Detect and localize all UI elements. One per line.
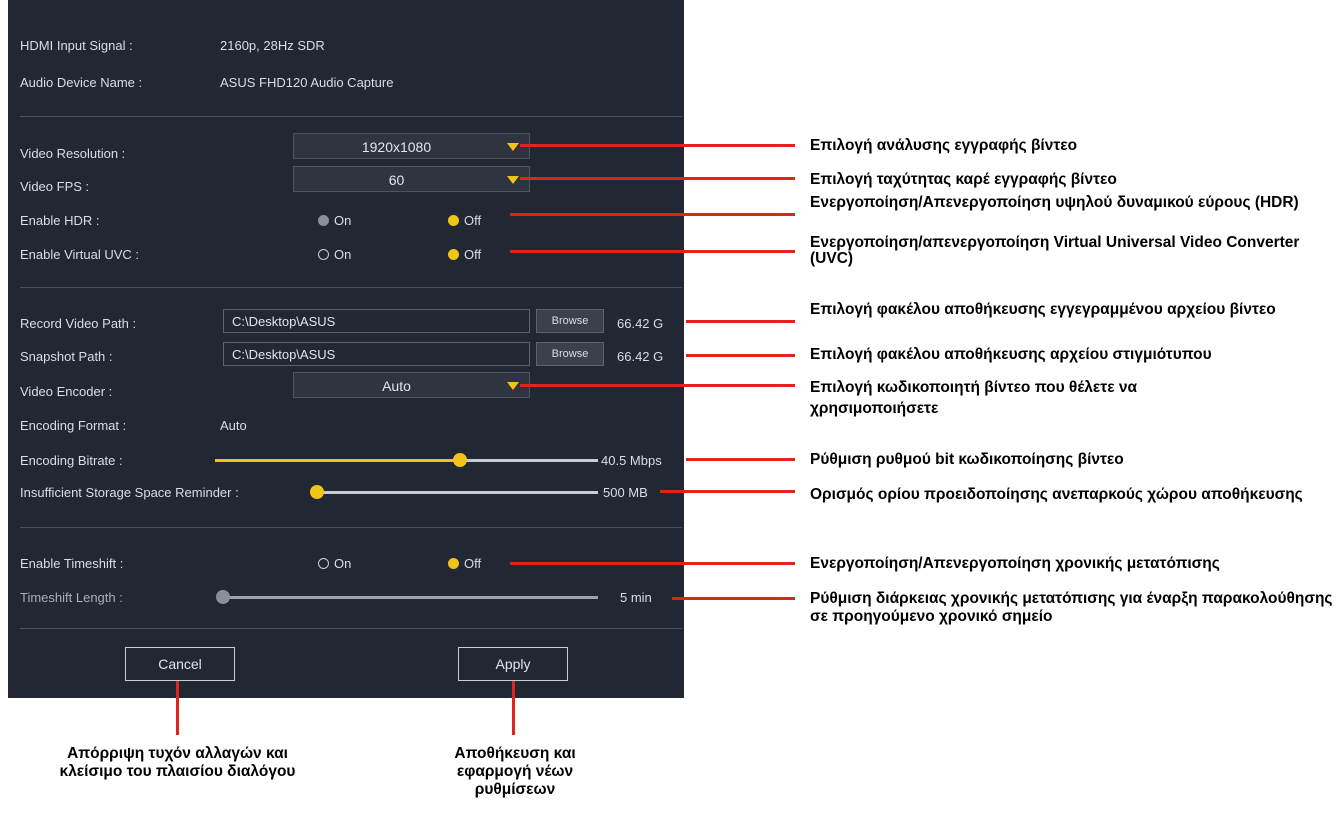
radio-label: Off xyxy=(464,247,482,262)
radio-icon xyxy=(318,558,329,569)
record-video-path-input[interactable]: C:\Desktop\ASUS xyxy=(223,309,530,333)
callout-line xyxy=(510,250,795,253)
enable-timeshift-label: Enable Timeshift : xyxy=(20,556,124,571)
annotation-snapshot-path: Επιλογή φακέλου αποθήκευσης αρχείου στιγμιότυπου xyxy=(810,346,1212,363)
encoding-bitrate-label: Encoding Bitrate : xyxy=(20,453,123,468)
annotation-video-path: Επιλογή φακέλου αποθήκευσης εγγεγραμμένου αρχείου βίντεο xyxy=(810,301,1276,318)
enable-hdr-label: Enable HDR : xyxy=(20,213,100,228)
radio-selected-icon xyxy=(448,215,459,226)
callout-line xyxy=(686,320,795,323)
timeshift-off-radio[interactable] xyxy=(448,556,481,571)
hdmi-input-label: HDMI Input Signal : xyxy=(20,38,133,53)
timeshift-length-value: 5 min xyxy=(620,590,652,605)
annotation-resolution: Επιλογή ανάλυσης εγγραφής βίντεο xyxy=(810,137,1078,154)
radio-label: Off xyxy=(464,556,482,571)
slider-handle[interactable] xyxy=(310,485,324,499)
radio-selected-icon xyxy=(448,558,459,569)
callout-line xyxy=(520,144,795,147)
hdr-off-radio[interactable] xyxy=(448,213,481,228)
radio-icon xyxy=(318,215,329,226)
radio-selected-icon xyxy=(448,249,459,260)
radio-label: On xyxy=(334,213,352,228)
video-resolution-dropdown[interactable] xyxy=(293,133,530,159)
record-video-path-label: Record Video Path : xyxy=(20,316,137,331)
uvc-on-radio[interactable] xyxy=(318,247,351,262)
callout-line xyxy=(520,384,795,387)
hdr-on-radio[interactable] xyxy=(318,213,351,228)
snapshot-path-label: Snapshot Path : xyxy=(20,349,113,364)
encoding-bitrate-slider[interactable] xyxy=(215,459,598,462)
video-encoder-dropdown[interactable] xyxy=(293,372,530,398)
timeshift-length-label: Timeshift Length : xyxy=(20,590,123,605)
separator xyxy=(20,116,682,117)
callout-line xyxy=(686,354,795,357)
slider-fill xyxy=(215,459,460,462)
encoding-format-value: Auto xyxy=(220,418,247,433)
timeshift-on-radio[interactable] xyxy=(318,556,351,571)
uvc-off-radio[interactable] xyxy=(448,247,481,262)
video-encoder-label: Video Encoder : xyxy=(20,384,113,399)
settings-dialog xyxy=(8,0,684,698)
snapshot-free-space: 66.42 G xyxy=(617,349,664,364)
dropdown-arrow-icon xyxy=(507,382,519,390)
record-video-free-space: 66.42 G xyxy=(617,316,664,331)
enable-uvc-label: Enable Virtual UVC : xyxy=(20,247,139,262)
snapshot-browse-button[interactable]: Browse xyxy=(536,342,604,366)
callout-line xyxy=(176,681,179,735)
callout-line xyxy=(512,681,515,735)
encoding-bitrate-value: 40.5 Mbps xyxy=(601,453,662,468)
annotation-hdr: Ενεργοποίηση/Απενεργοποίηση υψηλού δυναμικού εύρους (HDR) xyxy=(810,194,1299,211)
callout-line xyxy=(510,562,795,565)
record-video-browse-button[interactable]: Browse xyxy=(536,309,604,333)
separator xyxy=(20,628,682,629)
annotation-apply: Αποθήκευση και εφαρμογή νέων ρυθμίσεων xyxy=(454,745,576,798)
callout-line xyxy=(520,177,795,180)
hdmi-input-value: 2160p, 28Hz SDR xyxy=(220,38,325,53)
annotation-cancel: Απόρριψη τυχόν αλλαγών και κλείσιμο του πλαισίου διαλόγου xyxy=(59,745,296,780)
video-encoder-value: Auto xyxy=(382,378,411,394)
cancel-button[interactable]: Cancel xyxy=(125,647,235,681)
audio-device-label: Audio Device Name : xyxy=(20,75,143,90)
callout-line xyxy=(510,213,795,216)
slider-handle[interactable] xyxy=(453,453,467,467)
annotation-timeshift: Ενεργοποίηση/Απενεργοποίηση χρονικής μετατόπισης xyxy=(810,555,1220,572)
encoding-format-label: Encoding Format : xyxy=(20,418,127,433)
annotation-timeshift-length: Ρύθμιση διάρκειας χρονικής μετατόπισης για έναρξη παρακολούθησης σε προηγούμενο χρονικό σημείο xyxy=(810,590,1333,625)
apply-button[interactable]: Apply xyxy=(458,647,568,681)
video-fps-value: 60 xyxy=(388,172,405,188)
slider-handle[interactable] xyxy=(216,590,230,604)
storage-reminder-slider[interactable] xyxy=(317,491,598,494)
radio-label: On xyxy=(334,247,352,262)
snapshot-path-input[interactable]: C:\Desktop\ASUS xyxy=(223,342,530,366)
audio-device-value: ASUS FHD120 Audio Capture xyxy=(220,75,394,90)
separator xyxy=(20,287,682,288)
radio-label: On xyxy=(334,556,352,571)
annotation-encoder: Επιλογή κωδικοποιητή βίντεο που θέλετε να χρησιμοποιήσετε xyxy=(810,379,1138,417)
radio-label: Off xyxy=(464,213,482,228)
annotation-storage: Ορισμός ορίου προειδοποίησης ανεπαρκούς χώρου αποθήκευσης xyxy=(810,486,1303,503)
callout-line xyxy=(672,597,795,600)
storage-reminder-value: 500 MB xyxy=(603,485,648,500)
dropdown-arrow-icon xyxy=(507,143,519,151)
video-resolution-label: Video Resolution : xyxy=(20,146,126,161)
video-fps-label: Video FPS : xyxy=(20,179,90,194)
callout-line xyxy=(686,458,795,461)
callout-line xyxy=(660,490,795,493)
video-resolution-value: 1920x1080 xyxy=(361,139,432,155)
dropdown-arrow-icon xyxy=(507,176,519,184)
radio-icon xyxy=(318,249,329,260)
annotation-fps: Επιλογή ταχύτητας καρέ εγγραφής βίντεο xyxy=(810,171,1117,188)
timeshift-length-slider[interactable] xyxy=(223,596,598,599)
annotation-uvc: Ενεργοποίηση/απενεργοποίηση Virtual Universal Video Converter (UVC) xyxy=(810,234,1300,267)
storage-reminder-label: Insufficient Storage Space Reminder : xyxy=(20,485,239,500)
annotation-bitrate: Ρύθμιση ρυθμού bit κωδικοποίησης βίντεο xyxy=(810,451,1124,468)
video-fps-dropdown[interactable] xyxy=(293,166,530,192)
separator xyxy=(20,527,682,528)
